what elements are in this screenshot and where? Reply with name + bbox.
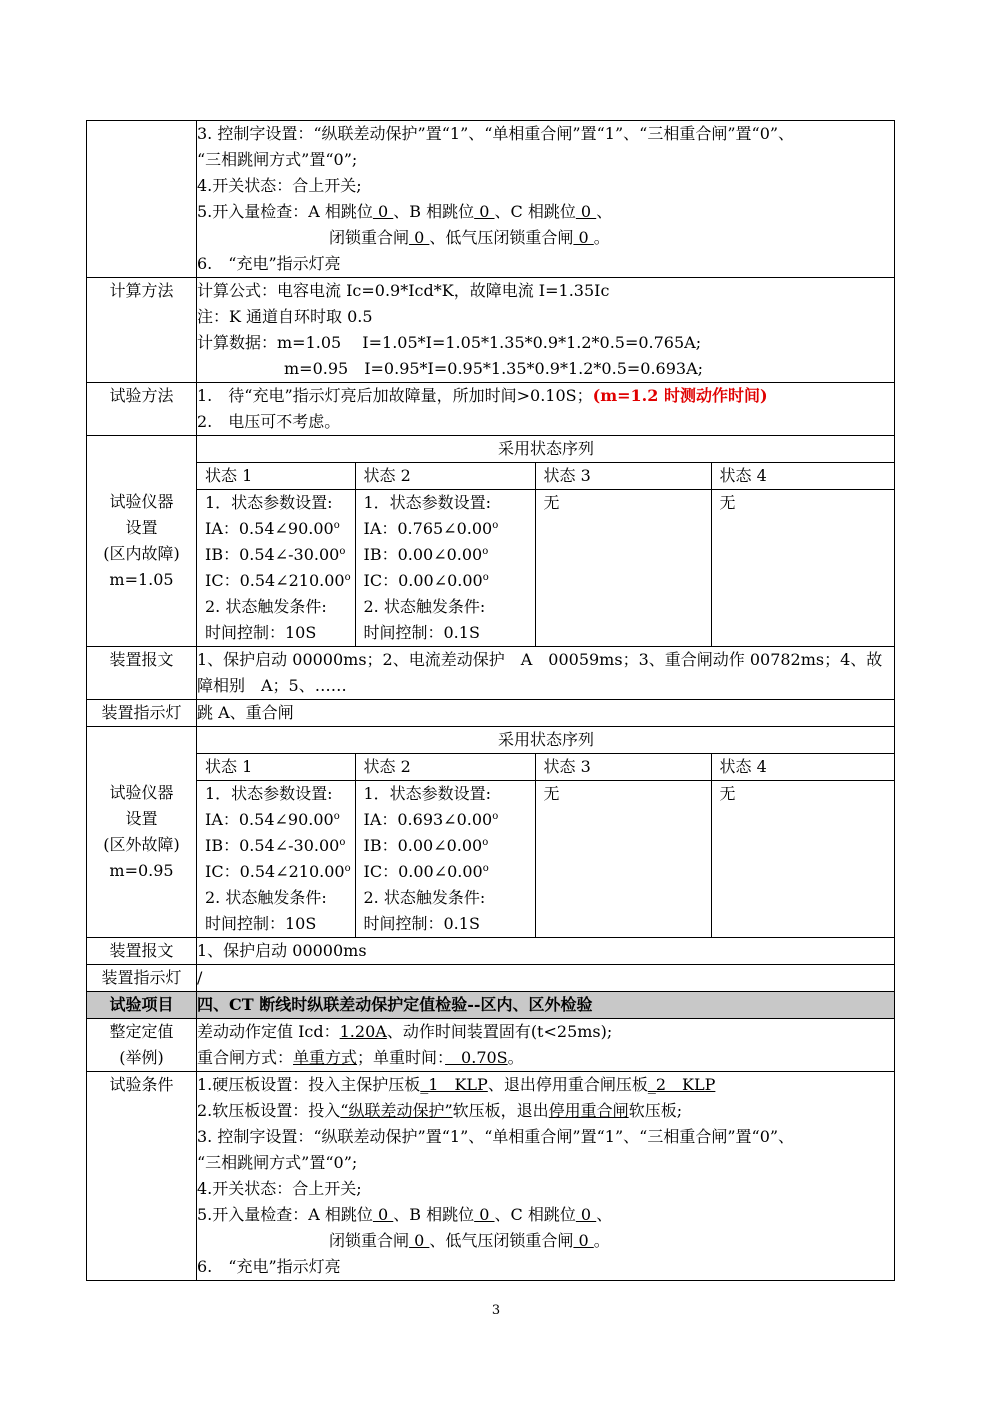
setting-row: [87, 1019, 895, 1072]
condition-input-check-cont: 闭锁重合闸 0 、低气压闭锁重合闸 0 。: [329, 1231, 610, 1250]
device-report-label: 装置报文: [87, 938, 197, 965]
state-2-params: 1．状态参数设置: IA：0.765∠0.00$^o$ IB：0.00∠0.00$^o$ IC：0.00∠0.00$^o$ 2. 状态触发条件: 时间控制：0.1S: [355, 490, 535, 647]
device-light-label: 装置指示灯: [87, 965, 197, 992]
condition-input-check: 5.开入量检查：A 相跳位 0 、B 相跳位 0 、C 相跳位 0 、: [197, 1205, 613, 1224]
condition-input-check-cont: 闭锁重合闸 0 、低气压闭锁重合闸 0 。: [329, 228, 610, 247]
test-item-title: 四、CT 断线时纵联差动保护定值检验--区内、区外检验: [197, 995, 593, 1014]
test-item-label: 试验项目: [87, 992, 197, 1019]
state-3-params: 无: [535, 781, 711, 938]
condition-input-check: 5.开入量检查：A 相跳位 0 、B 相跳位 0 、C 相跳位 0 、: [197, 202, 613, 221]
test-method-note: (m=1.2 时测动作时间): [592, 386, 768, 405]
state-1-params: 1．状态参数设置: IA：0.54∠90.00$^o$ IB：0.54∠-30.00$^o$ IC：0.54∠210.00$^o$ 2. 状态触发条件: 时间控制：10S: [197, 781, 355, 938]
state-2-header: 状态 2: [355, 463, 535, 490]
state-2-header: 状态 2: [355, 754, 535, 781]
condition-switch-state: 4.开关状态：合上开关;: [197, 176, 362, 195]
device-report-line-2: 障相别 A；5、……: [197, 676, 347, 695]
test-conditions-label: 试验条件: [87, 1072, 197, 1281]
state-4-header: 状态 4: [711, 463, 895, 490]
state-sequence-table-external: [197, 727, 895, 937]
condition-control-word-cont: “三相跳闸方式”置“0”;: [197, 1153, 358, 1172]
condition-switch-state: 4.开关状态：合上开关;: [197, 1179, 362, 1198]
calc-data-1: 计算数据：m=1.05 I=1.05*I=1.05*1.35*0.9*1.2*0.5=0.765A;: [197, 333, 702, 352]
state-4-params: 无: [711, 781, 895, 938]
instrument-internal-label: 试验仪器 设置 (区内故障) m=1.05: [87, 436, 197, 647]
instrument-external-label: 试验仪器 设置 (区外故障) m=0.95: [87, 727, 197, 938]
state-sequence-title: 采用状态序列: [197, 727, 895, 754]
condition-control-word: 3. 控制字设置：“纵联差动保护”置“1”、“单相重合闸”置“1”、“三相重合闸”置“0”、: [197, 124, 795, 143]
device-report-line-1: 1、保护启动 00000ms；2、电流差动保护 A 00059ms；3、重合闸动作 00782ms；4、故: [197, 650, 883, 669]
calc-formula: 计算公式：电容电流 Ic=0.9*Icd*K，故障电流 I=1.35Ic: [197, 281, 610, 300]
state-1-header: 状态 1: [197, 754, 355, 781]
device-light-row-2: [87, 965, 895, 992]
instrument-external-row: [87, 727, 895, 938]
device-report-row-1: [87, 647, 895, 700]
condition-charge-light: 6. “充电”指示灯亮: [197, 254, 341, 273]
state-4-params: 无: [711, 490, 895, 647]
test-conditions-row: [87, 1072, 895, 1281]
state-1-params: 1．状态参数设置: IA：0.54∠90.00$^o$ IB：0.54∠-30.00$^o$ IC：0.54∠210.00$^o$ 2. 状态触发条件: 时间控制：10S: [197, 490, 355, 647]
setting-line-1: 差动动作定值 Icd：1.20A、动作时间装置固有(t<25ms);: [197, 1022, 613, 1041]
state-sequence-table-internal: [197, 436, 895, 646]
state-1-header: 状态 1: [197, 463, 355, 490]
calc-method-label: 计算方法: [87, 278, 197, 383]
calc-note: 注：K 通道自环时取 0.5: [197, 307, 373, 326]
setting-label: 整定定值 (举例): [87, 1019, 197, 1072]
conditions-continued-row: [87, 121, 895, 278]
condition-soft-plate: 2.软压板设置：投入“纵联差动保护”软压板，退出停用重合闸软压板;: [197, 1101, 683, 1120]
condition-charge-light: 6. “充电”指示灯亮: [197, 1257, 341, 1276]
test-procedure-table: [86, 120, 895, 1281]
device-light-row-1: [87, 700, 895, 727]
test-method-step-1: 1. 待“充电”指示灯亮后加故障量，所加时间>0.10S；(m=1.2 时测动作时间): [197, 386, 768, 405]
device-report-value: 1、保护启动 00000ms: [197, 941, 367, 960]
state-4-header: 状态 4: [711, 754, 895, 781]
calc-data-2: m=0.95 I=0.95*I=0.95*1.35*0.9*1.2*0.5=0.693A;: [284, 359, 704, 378]
device-light-value: /: [197, 968, 203, 987]
state-3-header: 状态 3: [535, 463, 711, 490]
test-method-row: [87, 383, 895, 436]
device-report-label: 装置报文: [87, 647, 197, 700]
state-3-params: 无: [535, 490, 711, 647]
state-2-params: 1．状态参数设置: IA：0.693∠0.00$^o$ IB：0.00∠0.00$^o$ IC：0.00∠0.00$^o$ 2. 状态触发条件: 时间控制：0.1S: [355, 781, 535, 938]
condition-hard-plate: 1.硬压板设置：投入主保护压板_1 KLP、退出停用重合闸压板_2 KLP: [197, 1075, 716, 1094]
device-light-label: 装置指示灯: [87, 700, 197, 727]
condition-control-word: 3. 控制字设置：“纵联差动保护”置“1”、“单相重合闸”置“1”、“三相重合闸”置“0”、: [197, 1127, 795, 1146]
page-number: 3: [491, 1303, 501, 1318]
test-method-label: 试验方法: [87, 383, 197, 436]
device-light-value: 跳 A、重合闸: [197, 703, 294, 722]
test-method-step-2: 2. 电压可不考虑。: [197, 412, 341, 431]
state-sequence-title: 采用状态序列: [197, 436, 895, 463]
condition-control-word-cont: “三相跳闸方式”置“0”;: [197, 150, 358, 169]
device-report-row-2: [87, 938, 895, 965]
calc-method-row: [87, 278, 895, 383]
state-3-header: 状态 3: [535, 754, 711, 781]
setting-line-2: 重合闸方式：单重方式；单重时间： 0.70S。: [197, 1048, 524, 1067]
test-item-row: [87, 992, 895, 1019]
instrument-internal-row: [87, 436, 895, 647]
